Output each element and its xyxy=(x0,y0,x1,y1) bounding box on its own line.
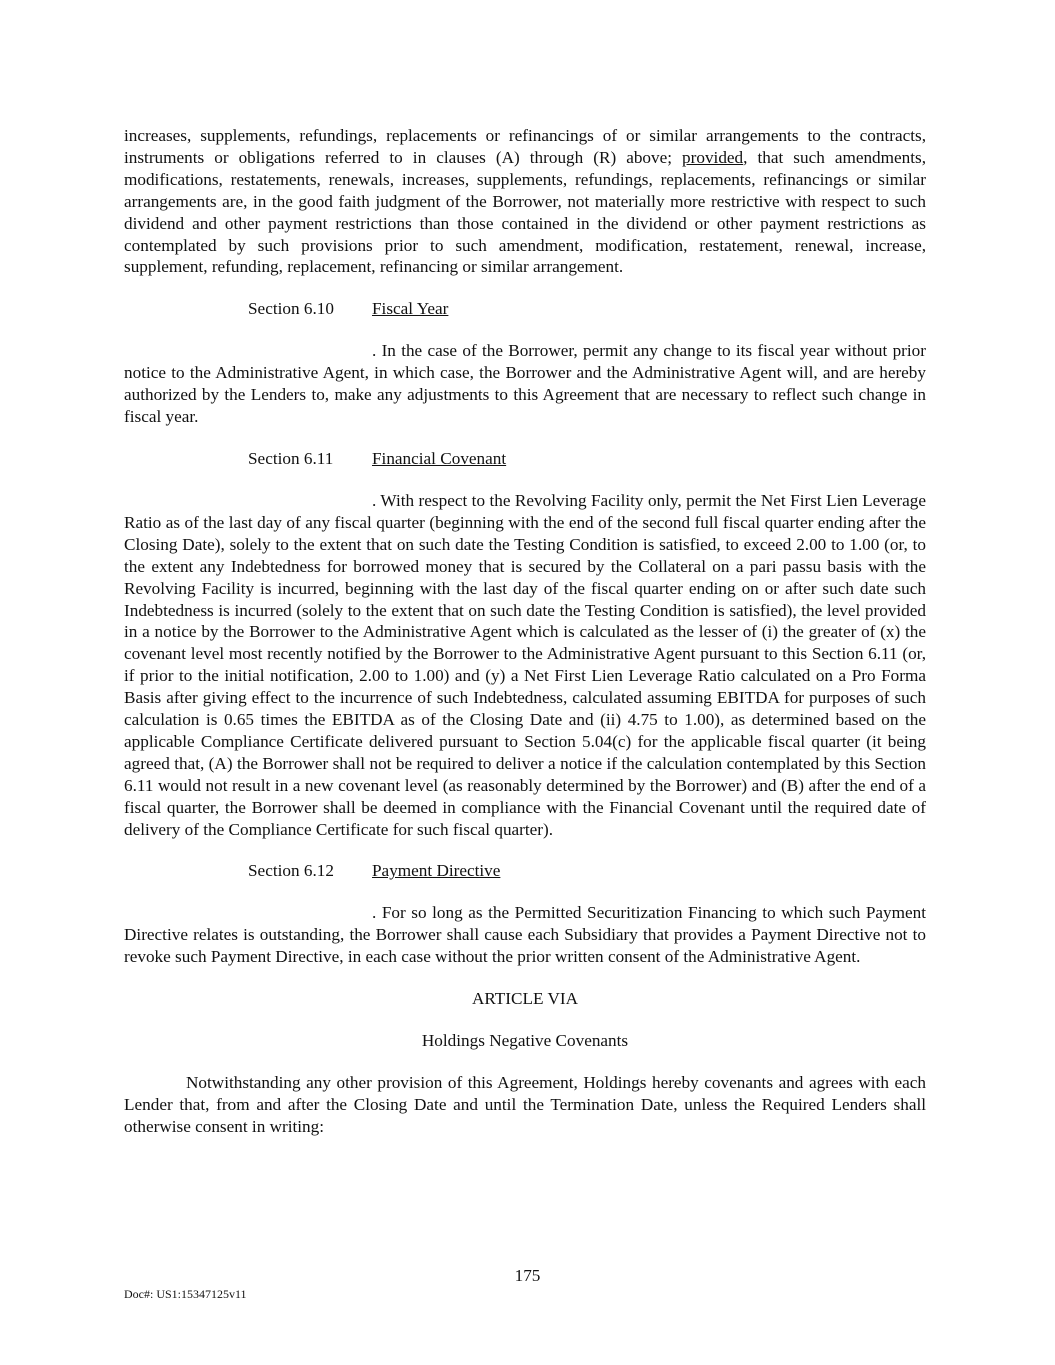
section-6-10-heading xyxy=(124,298,926,320)
section-number: Section 6.10 xyxy=(248,299,334,319)
section-6-12-heading xyxy=(124,860,926,882)
page-number: 175 xyxy=(514,1266,541,1285)
intro-paragraph xyxy=(124,125,926,278)
intro-text-part2: , that such amendments, modifications, restatements, renewals, increases, supplements, refundings, replacements, refinancings or similar arrangements are, in the good faith judgment of the Borrower, not materially more restrictive with respect to such dividend and other payment restrictions than those contained in the dividend or other payment restrictions as contemplated by such provisions prior to such amendment, modification, restatement, renewal, increase, supplement, refunding, replacement, refinancing or similar arrangement. xyxy=(124,147,926,277)
provided-term: provided xyxy=(682,147,744,167)
section-6-11-body: . With respect to the Revolving Facility only, permit the Net First Lien Leverage Ratio as of the last day of any fiscal quarter (beginning with the end of the second full fiscal quarter ending after the Closing Date), solely to the extent that on such date the Testing Condition is satisfied, to exceed 2.00 to 1.00 (or, to the extent any Indebtedness for borrowed money that is secured by the Collateral on a pari passu basis with the Revolving Facility is incurred, beginning with the last day of the fiscal quarter ending on or after such date such Indebtedness is incurred (solely to the extent that on such date the Testing Condition is satisfied), the level provided in a notice by the Borrower to the Administrative Agent which is calculated as the lesser of (i) the greater of (x) the covenant level most recently notified by the Borrower to the Administrative Agent pursuant to this Section 6.11 (or, if prior to the initial notification, 2.00 to 1.00) and (y) a Net First Lien Leverage Ratio calculated on a Pro Forma Basis after giving effect to the incurrence of such Indebtedness, calculated assuming EBITDA for purposes of such calculation is 0.65 times the EBITDA as of the Closing Date and (ii) 4.75 to 1.00), as determined based on the applicable Compliance Certificate delivered pursuant to Section 5.04(c) for the applicable fiscal quarter (it being agreed that, (A) the Borrower shall not be required to deliver a notice if the calculation contemplated by this Section 6.11 would not result in a new covenant level (as reasonably determined by the Borrower) and (B) after the end of a fiscal quarter, the Borrower shall be deemed in compliance with the Financial Covenant until the required date of delivery of the Compliance Certificate for such fiscal quarter). xyxy=(124,490,926,839)
section-title: Payment Directive xyxy=(372,861,501,881)
section-6-12-body: . For so long as the Permitted Securitization Financing to which such Payment Directive relates is outstanding, the Borrower shall cause each Subsidiary that provides a Payment Directive not to revoke such Payment Directive, in each case without the prior written consent of the Administrative Agent. xyxy=(124,903,926,967)
section-number: Section 6.12 xyxy=(248,861,334,881)
document-id: Doc#: US1:15347125v11 xyxy=(124,1287,247,1301)
article-subheading: Holdings Negative Covenants xyxy=(421,1031,629,1051)
intro-text-part1: increases, supplements, refundings, replacements or refinancings of or similar arrangements to the contracts, instruments or obligations referred to in clauses (A) through (R) above; xyxy=(124,126,926,167)
section-title: Fiscal Year xyxy=(372,299,449,319)
section-6-11-heading xyxy=(124,448,926,470)
article-body: Notwithstanding any other provision of this Agreement, Holdings hereby covenants and agrees with each Lender that, from and after the Closing Date and until the Termination Date, unless the Required Lenders shall otherwise consent in writing: xyxy=(124,1073,926,1136)
section-6-10-body: . In the case of the Borrower, permit any change to its fiscal year without prior notice to the Administrative Agent, in which case, the Borrower and the Administrative Agent will, and are hereby authorized by the Lenders to, make any adjustments to this Agreement that are necessary to reflect such change in fiscal year. xyxy=(124,341,926,427)
document-page xyxy=(124,125,926,1138)
article-heading: ARTICLE VIA xyxy=(471,989,579,1009)
section-number: Section 6.11 xyxy=(248,448,334,468)
section-title: Financial Covenant xyxy=(372,448,507,468)
